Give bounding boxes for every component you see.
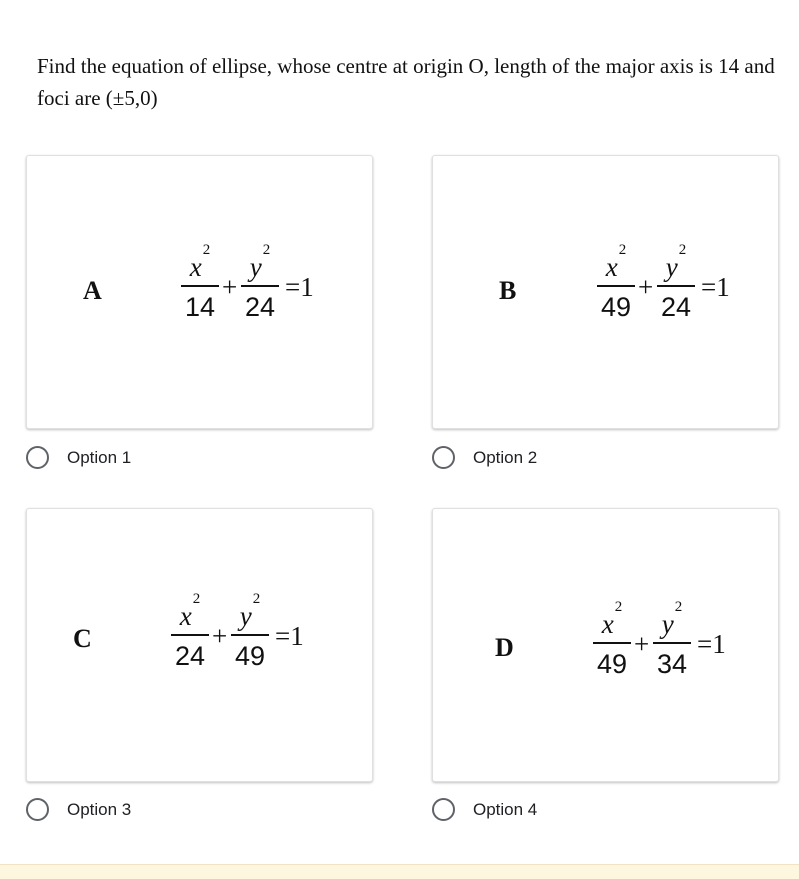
radio-circle-icon[interactable] (432, 446, 455, 469)
question-text (37, 50, 792, 114)
fraction-bar (653, 642, 691, 644)
x-variable: x (605, 252, 618, 282)
fraction-bar (241, 285, 279, 287)
option-label[interactable]: Option 1 (67, 447, 132, 467)
y-variable: y (665, 252, 678, 282)
option-label[interactable]: Option 4 (473, 799, 538, 819)
option-4-radio[interactable] (432, 798, 537, 821)
option-letter: A (83, 276, 102, 305)
exponent: 2 (262, 242, 271, 258)
y-denominator: 24 (244, 292, 276, 322)
fraction-bar (657, 285, 695, 287)
exponent: 2 (202, 242, 211, 258)
option-card-d (432, 508, 779, 782)
x-variable: x (189, 252, 202, 282)
fraction-bar (171, 634, 209, 636)
option-letter: B (499, 276, 517, 305)
option-card-c (26, 508, 373, 782)
x-denominator: 49 (596, 649, 628, 679)
question-body: Find the equation of ellipse, whose centre at origin O, length of the major axis is 14 and foci are (37, 54, 775, 110)
exponent: 2 (252, 591, 261, 607)
y-variable: y (249, 252, 262, 282)
option-card-b (432, 155, 779, 429)
y-variable: y (239, 601, 252, 631)
equals-one: =1 (285, 272, 314, 302)
option-3-radio[interactable] (26, 798, 131, 821)
option-2-radio[interactable] (432, 446, 537, 469)
fraction-bar (181, 285, 219, 287)
fraction-bar (593, 642, 631, 644)
exponent: 2 (678, 242, 687, 258)
x-denominator: 49 (600, 292, 632, 322)
y-variable: y (661, 609, 674, 639)
exponent: 2 (674, 599, 683, 615)
fraction-bar (231, 634, 269, 636)
plus-sign: + (212, 621, 228, 651)
x-variable: x (179, 601, 192, 631)
equals-one: =1 (275, 621, 304, 651)
exponent: 2 (192, 591, 201, 607)
plus-sign: + (222, 272, 238, 302)
y-denominator: 34 (656, 649, 688, 679)
option-card-a (26, 155, 373, 429)
y-denominator: 49 (234, 641, 266, 671)
radio-circle-icon[interactable] (432, 798, 455, 821)
x-denominator: 14 (184, 292, 216, 322)
bottom-banner (0, 864, 799, 879)
radio-circle-icon[interactable] (26, 446, 49, 469)
x-variable: x (601, 609, 614, 639)
radio-circle-icon[interactable] (26, 798, 49, 821)
option-1-radio[interactable] (26, 446, 131, 469)
y-denominator: 24 (660, 292, 692, 322)
question-foci: (±5,0) (105, 86, 158, 110)
exponent: 2 (614, 599, 623, 615)
equals-one: =1 (697, 629, 726, 659)
exponent: 2 (618, 242, 627, 258)
fraction-bar (597, 285, 635, 287)
option-label[interactable]: Option 2 (473, 447, 538, 467)
plus-sign: + (634, 629, 650, 659)
option-letter: D (495, 633, 514, 662)
plus-sign: + (638, 272, 654, 302)
equals-one: =1 (701, 272, 730, 302)
x-denominator: 24 (174, 641, 206, 671)
option-label[interactable]: Option 3 (67, 799, 132, 819)
option-letter: C (73, 624, 92, 653)
